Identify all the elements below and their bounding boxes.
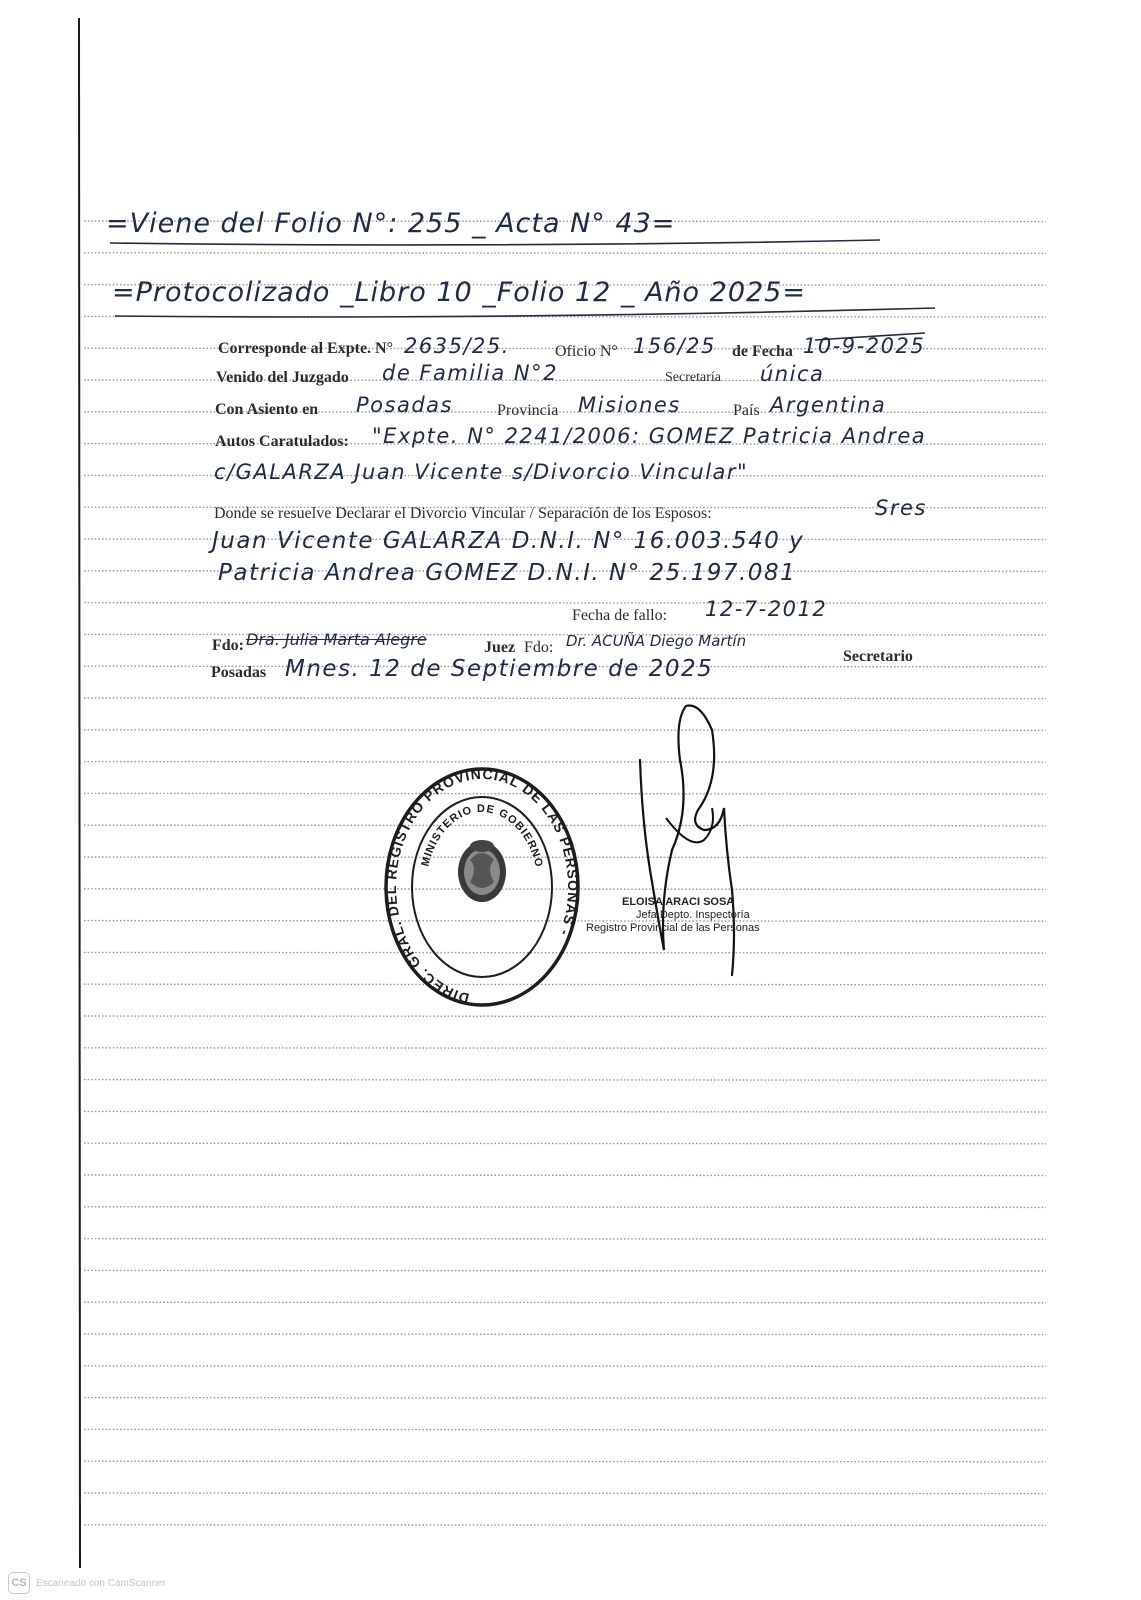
fecha-value: 10-9-2025 <box>803 334 926 358</box>
signature-stroke-2 <box>666 808 713 842</box>
autos-value-line-1: "Expte. N° 2241/2006: GOMEZ Patricia Andrea <box>372 424 927 448</box>
camscanner-footer <box>8 1572 166 1594</box>
corresponde-label: Corresponde al Expte. N° <box>218 340 393 357</box>
signature-block <box>586 896 796 935</box>
donde-value: Sres <box>875 496 927 520</box>
ruled-line <box>84 1525 1046 1526</box>
header-line-protocolizado: =Protocolizado _Libro 10 _Folio 12 _ Año 2025= <box>112 277 806 308</box>
ruled-line <box>84 1175 1046 1176</box>
handwritten-signature <box>620 700 760 980</box>
ruled-line <box>84 634 1046 635</box>
ruled-line <box>84 1239 1046 1240</box>
asiento-value: Posadas <box>356 393 453 417</box>
fdo2-label: Fdo: <box>524 639 554 656</box>
secretario-name: Dr. ACUÑA Diego Martín <box>566 632 747 650</box>
autos-value-line-2: c/GALARZA Juan Vicente s/Divorcio Vincular" <box>214 460 749 484</box>
fdo-label: Fdo: <box>212 637 244 654</box>
ruled-line <box>84 1493 1046 1494</box>
juzgado-value: de Familia N°2 <box>382 361 558 385</box>
expediente-value: 2635/25. <box>404 334 510 358</box>
pais-label: País <box>733 402 760 419</box>
posadas-label: Posadas <box>211 664 267 681</box>
pais-value: Argentina <box>770 393 887 417</box>
venido-label: Venido del Juzgado <box>216 369 349 386</box>
oficio-label: Oficio N° <box>555 343 618 360</box>
ruled-line <box>84 1429 1046 1430</box>
signatory-office: Registro Provincial de las Personas <box>586 922 760 934</box>
line1-underline <box>110 240 880 245</box>
ruled-line <box>84 1366 1046 1367</box>
fallo-label: Fecha de fallo: <box>572 607 668 624</box>
stamp-outer-text: DIREC. GRAL. DEL REGISTRO PROVINCIAL DE LAS PERSONAS - <box>382 765 582 1007</box>
provincia-value: Misiones <box>578 393 681 417</box>
ruled-line <box>84 1302 1046 1303</box>
ruled-line <box>84 1398 1046 1399</box>
header-line-viene-del-folio: =Viene del Folio N°: 255 _ Acta N° 43= <box>106 208 676 239</box>
fecha-label: de Fecha <box>732 343 793 360</box>
secretario-label: Secretario <box>843 648 913 665</box>
ruled-line <box>84 1207 1046 1208</box>
ruled-line <box>84 698 1046 699</box>
ruled-line <box>84 1143 1046 1144</box>
ruled-line <box>84 1111 1046 1112</box>
ruled-line <box>84 253 1046 254</box>
ruled-line <box>84 1270 1046 1271</box>
secretaria-value: única <box>760 362 825 386</box>
coat-of-arms-icon <box>458 840 506 902</box>
ruled-line <box>84 1461 1046 1462</box>
fallo-value: 12-7-2012 <box>705 597 828 621</box>
margin-line <box>79 18 80 1568</box>
camscanner-logo-icon: CS <box>8 1572 30 1594</box>
juez-label: Juez <box>484 639 516 656</box>
signatory-title: Jefa Depto. Inspectoría <box>636 909 750 921</box>
ruled-line <box>84 730 1046 731</box>
ruled-line <box>84 1016 1046 1017</box>
provincia-label: Provincia <box>497 402 559 419</box>
ruled-line <box>84 603 1046 604</box>
posadas-date: Mnes. 12 de Septiembre de 2025 <box>285 656 714 682</box>
esposo-2: Patricia Andrea GOMEZ D.N.I. N° 25.197.081 <box>218 560 797 586</box>
stamp-inner-text: MINISTERIO DE GOBIERNO <box>419 802 545 869</box>
donde-label: Donde se resuelve Declarar el Divorcio Vincular / Separación de los Esposos: <box>214 505 712 522</box>
secretaria-label: Secretaría <box>665 370 721 385</box>
juez-name: Dra. Julia Marta Alegre <box>246 630 427 649</box>
autos-label: Autos Caratulados: <box>215 433 349 450</box>
signatory-name: ELOISA ARACI SOSA <box>622 896 735 908</box>
ruled-line <box>84 1334 1046 1335</box>
line2-underline <box>115 308 935 317</box>
asiento-label: Con Asiento en <box>215 401 319 418</box>
oficio-value: 156/25 <box>633 334 716 358</box>
ruled-line <box>84 1080 1046 1081</box>
ruled-line <box>84 1048 1046 1049</box>
esposo-1: Juan Vicente GALARZA D.N.I. N° 16.003.540 y <box>212 528 805 554</box>
camscanner-text: Escaneado con CamScanner <box>36 1577 167 1589</box>
official-stamp <box>382 760 582 1010</box>
